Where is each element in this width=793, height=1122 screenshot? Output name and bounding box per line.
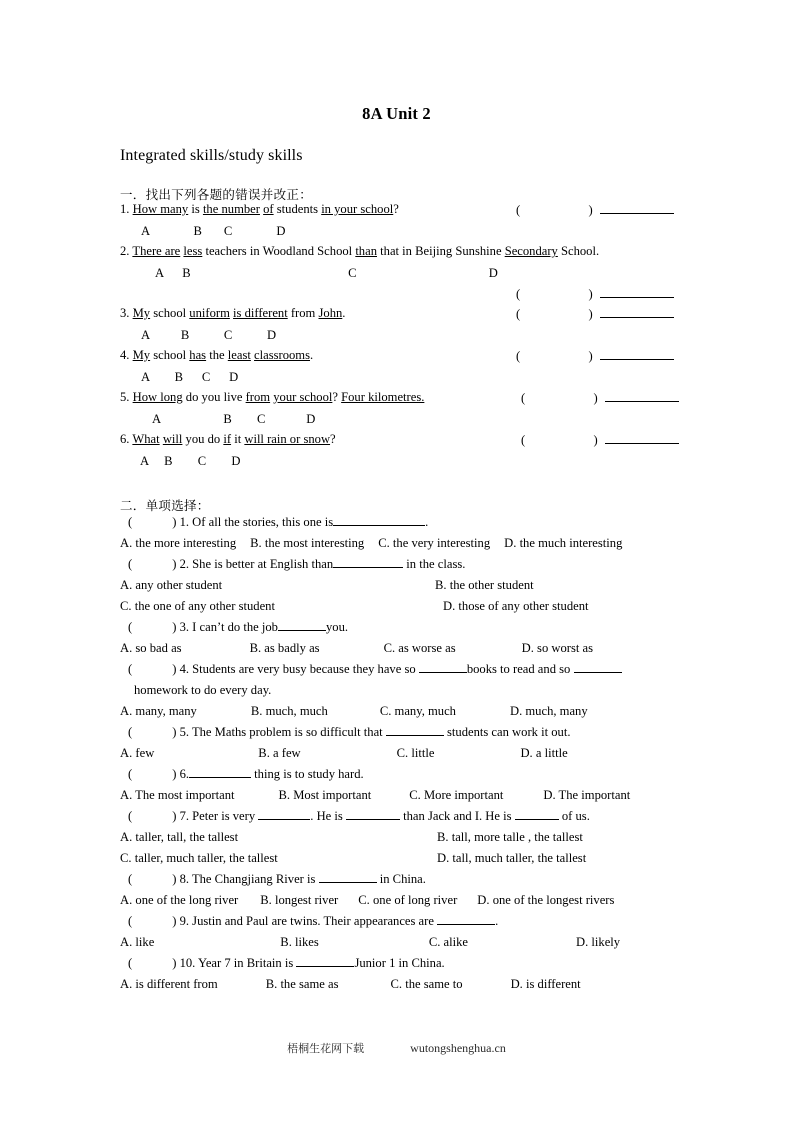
choice-question-2 bbox=[128, 558, 465, 572]
footer-site-url: wutongshenghua.cn bbox=[410, 1041, 506, 1055]
option-label: C. bbox=[379, 704, 392, 718]
answer-blank[interactable] bbox=[386, 735, 444, 736]
option-label: C. bbox=[120, 851, 132, 865]
paren-close: ) bbox=[588, 349, 593, 363]
seg: from bbox=[287, 306, 319, 320]
option-label: A. bbox=[120, 746, 133, 760]
seg: . bbox=[342, 306, 346, 320]
choice-question-7 bbox=[128, 810, 590, 824]
option-text[interactable]: the other student bbox=[449, 578, 534, 592]
option-label: B. bbox=[265, 977, 278, 991]
choice-options-5 bbox=[120, 747, 568, 761]
answer-slot-4 bbox=[516, 349, 674, 364]
option-label: B. bbox=[437, 830, 449, 844]
option-text[interactable]: is different bbox=[525, 977, 581, 991]
seg: uniform bbox=[189, 306, 230, 320]
seg: least bbox=[227, 348, 251, 362]
seg: John bbox=[318, 306, 343, 320]
option-text[interactable]: many, many bbox=[135, 704, 197, 718]
choice-options-4 bbox=[120, 705, 588, 719]
item-number: 6. bbox=[120, 432, 130, 446]
seg: students bbox=[273, 202, 322, 216]
seg: Secondary bbox=[504, 244, 558, 258]
option-text[interactable]: the much interesting bbox=[519, 536, 623, 550]
seg: There are bbox=[132, 244, 181, 258]
option-text[interactable]: likely bbox=[591, 935, 621, 949]
option-label: A. bbox=[120, 704, 133, 718]
question-stem: Students are very busy because they have so bbox=[192, 662, 416, 676]
option-text[interactable]: few bbox=[135, 746, 155, 760]
question-stem-tail: Junior 1 in China. bbox=[354, 956, 445, 970]
seg: How many bbox=[132, 202, 189, 216]
paren-close: ) bbox=[588, 307, 593, 321]
option-label: B. bbox=[250, 704, 263, 718]
option-text[interactable]: a little bbox=[535, 746, 568, 760]
error-item-6 bbox=[120, 433, 336, 447]
paren-close: ) bbox=[172, 809, 177, 823]
question-stem-tail: books to read and so bbox=[466, 662, 571, 676]
option-text[interactable]: the very interesting bbox=[392, 536, 491, 550]
option-label: B. bbox=[280, 935, 292, 949]
paren-close: ) bbox=[172, 956, 177, 970]
part-one-heading: 一．找出下列各题的错误并改正： bbox=[120, 187, 313, 202]
option-label: D. bbox=[520, 746, 533, 760]
question-stem: The Changjiang River is bbox=[191, 872, 316, 886]
option-text[interactable]: taller, much taller, the tallest bbox=[134, 851, 278, 865]
option-label: C. bbox=[396, 746, 409, 760]
choice-question-8 bbox=[128, 873, 426, 887]
answer-slot-5 bbox=[521, 391, 679, 406]
error-item-5-letters: A B C D bbox=[152, 412, 316, 426]
seg: classrooms bbox=[254, 348, 310, 362]
option-label: B. bbox=[278, 788, 291, 802]
option-text[interactable]: like bbox=[135, 935, 155, 949]
seg: My bbox=[132, 348, 151, 362]
choice-question-9 bbox=[128, 915, 498, 929]
error-item-4-letters: A B C D bbox=[141, 370, 239, 384]
option-text[interactable]: so bad as bbox=[135, 641, 182, 655]
option-label: D. bbox=[576, 935, 589, 949]
question-stem: Justin and Paul are twins. Their appearances are bbox=[192, 914, 434, 928]
option-text[interactable]: the one of any other student bbox=[134, 599, 275, 613]
answer-blank[interactable] bbox=[296, 966, 354, 967]
option-text[interactable]: many, much bbox=[394, 704, 456, 718]
seg: your school bbox=[273, 390, 333, 404]
option-label: A. bbox=[120, 830, 133, 844]
answer-blank[interactable] bbox=[574, 672, 622, 673]
answer-blank[interactable] bbox=[419, 672, 467, 673]
choice-options-6 bbox=[120, 789, 630, 803]
choice-option-7c bbox=[120, 852, 278, 866]
seg: in your school bbox=[321, 202, 394, 216]
paren-open: ( bbox=[516, 349, 521, 363]
option-text[interactable]: tall, much taller, the tallest bbox=[452, 851, 587, 865]
seg: School. bbox=[557, 244, 600, 258]
option-label: D. bbox=[521, 641, 534, 655]
choice-question-6 bbox=[128, 768, 364, 782]
answer-blank[interactable] bbox=[333, 525, 425, 526]
error-item-3-letters: A B C D bbox=[141, 328, 277, 342]
question-stem-tail: . He is bbox=[310, 809, 343, 823]
seg: Four kilometres. bbox=[341, 390, 425, 404]
option-label: C. bbox=[383, 641, 396, 655]
option-text[interactable]: the most interesting bbox=[264, 536, 365, 550]
seg: the number bbox=[202, 202, 260, 216]
question-stem: The Maths problem is so difficult that bbox=[191, 725, 383, 739]
choice-options-8 bbox=[120, 894, 614, 908]
page-title: 8A Unit 2 bbox=[362, 104, 431, 123]
option-text[interactable]: is different from bbox=[135, 977, 218, 991]
paren-close: ) bbox=[172, 515, 177, 529]
option-label: B. bbox=[435, 578, 447, 592]
question-number: 8. bbox=[179, 872, 190, 886]
option-label: D. bbox=[543, 788, 556, 802]
question-number: 6. bbox=[179, 767, 190, 781]
paren-close: ) bbox=[172, 872, 177, 886]
seg: less bbox=[183, 244, 203, 258]
choice-question-4 bbox=[128, 663, 622, 677]
paren-open: ( bbox=[516, 287, 521, 301]
seg: if bbox=[223, 432, 232, 446]
paren-close: ) bbox=[172, 914, 177, 928]
paren-open: ( bbox=[128, 809, 133, 823]
paren-open: ( bbox=[128, 557, 133, 571]
option-text[interactable]: The most important bbox=[135, 788, 235, 802]
paren-open: ( bbox=[128, 620, 133, 634]
option-label: A. bbox=[120, 578, 133, 592]
choice-option-7b bbox=[437, 831, 583, 845]
question-number: 9. bbox=[179, 914, 190, 928]
answer-blank[interactable] bbox=[346, 819, 400, 820]
item-number: 4. bbox=[120, 348, 130, 362]
seg: from bbox=[245, 390, 271, 404]
option-label: A. bbox=[120, 641, 133, 655]
paren-close: ) bbox=[172, 620, 177, 634]
question-stem-tail: students can work it out. bbox=[447, 725, 571, 739]
question-stem-tail: . bbox=[495, 914, 499, 928]
seg: do you live bbox=[182, 390, 246, 404]
question-stem: Of all the stories, this one is bbox=[192, 515, 334, 529]
paren-close: ) bbox=[593, 433, 598, 447]
page-footer bbox=[0, 1040, 793, 1056]
paren-close: ) bbox=[593, 391, 598, 405]
option-text[interactable]: little bbox=[411, 746, 435, 760]
option-text[interactable]: the same to bbox=[405, 977, 463, 991]
correction-blank[interactable] bbox=[600, 350, 674, 360]
seg: . bbox=[310, 348, 314, 362]
question-stem: I can’t do the job bbox=[192, 620, 278, 634]
answer-slot-1 bbox=[516, 203, 674, 218]
seg: the bbox=[206, 348, 228, 362]
option-text[interactable]: The important bbox=[558, 788, 631, 802]
question-stem: Peter is very bbox=[192, 809, 256, 823]
option-label: A. bbox=[120, 977, 133, 991]
paren-open: ( bbox=[128, 872, 133, 886]
question-stem-tail: in China. bbox=[379, 872, 426, 886]
choice-option-2c bbox=[120, 600, 275, 614]
correction-blank[interactable] bbox=[600, 204, 674, 214]
option-label: A. bbox=[120, 935, 133, 949]
answer-blank[interactable] bbox=[189, 777, 251, 778]
paren-open: ( bbox=[516, 307, 521, 321]
seg: you do bbox=[182, 432, 224, 446]
option-text[interactable]: tall, more talle , the tallest bbox=[451, 830, 583, 844]
choice-option-7d bbox=[437, 852, 586, 866]
answer-blank[interactable] bbox=[333, 567, 403, 568]
paren-open: ( bbox=[128, 515, 133, 529]
paren-open: ( bbox=[128, 767, 133, 781]
section-heading: Integrated skills/study skills bbox=[120, 147, 303, 164]
seg: is different bbox=[233, 306, 288, 320]
option-label: C. bbox=[428, 935, 441, 949]
answer-blank[interactable] bbox=[515, 819, 559, 820]
option-text[interactable]: much, many bbox=[525, 704, 588, 718]
question-stem-tail: you. bbox=[325, 620, 349, 634]
paren-open: ( bbox=[128, 914, 133, 928]
part-two-heading: 二．单项选择： bbox=[120, 498, 210, 513]
paren-open: ( bbox=[128, 956, 133, 970]
option-label: D. bbox=[510, 977, 523, 991]
choice-option-7a bbox=[120, 831, 238, 845]
error-item-4 bbox=[120, 349, 313, 363]
option-text[interactable]: taller, tall, the tallest bbox=[135, 830, 239, 844]
seg: How long bbox=[132, 390, 183, 404]
seg: will bbox=[162, 432, 183, 446]
question-stem: Year 7 in Britain is bbox=[198, 956, 294, 970]
paren-close: ) bbox=[172, 662, 177, 676]
correction-blank[interactable] bbox=[605, 392, 679, 402]
option-text[interactable]: a few bbox=[273, 746, 301, 760]
option-text[interactable]: the more interesting bbox=[135, 536, 237, 550]
option-text[interactable]: so worst as bbox=[537, 641, 594, 655]
seg: of bbox=[263, 202, 274, 216]
choice-options-10 bbox=[120, 978, 581, 992]
seg: ? bbox=[332, 390, 342, 404]
option-text[interactable]: as worse as bbox=[398, 641, 456, 655]
error-item-6-letters: A B C D bbox=[140, 454, 241, 468]
answer-slot-6 bbox=[521, 433, 679, 448]
choice-question-4-line2: homework to do every day. bbox=[134, 683, 272, 697]
option-label: C. bbox=[120, 599, 132, 613]
choice-options-3 bbox=[120, 642, 593, 656]
error-item-1 bbox=[120, 203, 399, 217]
option-text[interactable]: the same as bbox=[280, 977, 339, 991]
correction-blank[interactable] bbox=[605, 434, 679, 444]
correction-blank[interactable] bbox=[600, 288, 674, 298]
option-label: C. bbox=[358, 893, 370, 907]
option-text[interactable]: alike bbox=[443, 935, 469, 949]
seg: school bbox=[150, 306, 190, 320]
seg: My bbox=[132, 306, 151, 320]
option-text[interactable]: any other student bbox=[135, 578, 223, 592]
question-number: 10. bbox=[179, 956, 196, 970]
question-number: 3. bbox=[179, 620, 190, 634]
choice-options-1 bbox=[120, 537, 622, 551]
option-label: C. bbox=[378, 536, 390, 550]
option-label: D. bbox=[509, 704, 523, 718]
question-stem-tail: thing is to study hard. bbox=[254, 767, 364, 781]
error-item-3 bbox=[120, 307, 345, 321]
paren-open: ( bbox=[521, 433, 526, 447]
option-label: B. bbox=[250, 536, 262, 550]
choice-question-3 bbox=[128, 621, 348, 635]
paren-open: ( bbox=[516, 203, 521, 217]
question-stem: She is better at English than bbox=[192, 557, 334, 571]
option-text[interactable]: one of the long river bbox=[135, 893, 239, 907]
footer-source-label: 梧桐生花网下载 bbox=[287, 1042, 365, 1055]
item-number: 5. bbox=[120, 390, 130, 404]
paren-open: ( bbox=[128, 725, 133, 739]
answer-slot-3 bbox=[516, 307, 674, 322]
paren-close: ) bbox=[588, 203, 593, 217]
question-number: 1. bbox=[179, 515, 190, 529]
choice-question-1 bbox=[128, 516, 428, 530]
seg: is bbox=[188, 202, 203, 216]
answer-slot-2 bbox=[516, 287, 674, 302]
answer-blank[interactable] bbox=[258, 819, 310, 820]
item-number: 2. bbox=[120, 244, 130, 258]
answer-blank[interactable] bbox=[319, 882, 377, 883]
paren-open: ( bbox=[521, 391, 526, 405]
question-tail: of us. bbox=[561, 809, 590, 823]
question-stem-tail: . bbox=[425, 515, 429, 529]
option-label: D. bbox=[504, 536, 517, 550]
seg: that in Beijing Sunshine bbox=[377, 244, 505, 258]
seg: has bbox=[189, 348, 207, 362]
option-label: B. bbox=[249, 641, 262, 655]
seg: school bbox=[150, 348, 190, 362]
error-item-5 bbox=[120, 391, 424, 405]
choice-option-2a bbox=[120, 579, 222, 593]
paren-close: ) bbox=[588, 287, 593, 301]
question-number: 7. bbox=[179, 809, 190, 823]
option-label: D. bbox=[443, 599, 456, 613]
question-stem-tail: in the class. bbox=[406, 557, 466, 571]
option-label: A. bbox=[120, 893, 133, 907]
option-text[interactable]: one of the longest rivers bbox=[492, 893, 615, 907]
paren-close: ) bbox=[172, 767, 177, 781]
option-text[interactable]: one of long river bbox=[372, 893, 458, 907]
seg: will rain or snow bbox=[244, 432, 331, 446]
option-text[interactable]: Most important bbox=[293, 788, 372, 802]
question-number: 4. bbox=[179, 662, 190, 676]
option-label: C. bbox=[390, 977, 403, 991]
choice-question-5 bbox=[128, 726, 570, 740]
correction-blank[interactable] bbox=[600, 308, 674, 318]
question-number: 2. bbox=[179, 557, 190, 571]
option-label: A. bbox=[120, 788, 133, 802]
option-label: C. bbox=[409, 788, 421, 802]
seg: What bbox=[132, 432, 160, 446]
choice-question-10 bbox=[128, 957, 445, 971]
option-label: A. bbox=[120, 536, 133, 550]
question-number: 5. bbox=[179, 725, 190, 739]
answer-blank[interactable] bbox=[437, 924, 495, 925]
option-label: D. bbox=[477, 893, 490, 907]
option-label: B. bbox=[258, 746, 270, 760]
paren-open: ( bbox=[128, 662, 133, 676]
option-text[interactable]: longest river bbox=[274, 893, 339, 907]
item-number: 3. bbox=[120, 306, 130, 320]
paren-close: ) bbox=[172, 725, 177, 739]
seg: than bbox=[355, 244, 377, 258]
question-middle: than Jack and I. He is bbox=[403, 809, 512, 823]
option-text[interactable]: those of any other student bbox=[458, 599, 589, 613]
option-text[interactable]: More important bbox=[423, 788, 504, 802]
seg: teachers in Woodland School bbox=[202, 244, 356, 258]
choice-options-9 bbox=[120, 936, 620, 950]
paren-close: ) bbox=[172, 557, 177, 571]
seg: it bbox=[231, 432, 245, 446]
option-text[interactable]: likes bbox=[295, 935, 319, 949]
option-label: D. bbox=[437, 851, 450, 865]
seg: ? bbox=[330, 432, 336, 446]
error-item-2-letters: A B C D bbox=[155, 266, 498, 280]
error-item-2 bbox=[120, 245, 599, 259]
choice-option-2d bbox=[443, 600, 589, 614]
seg: ? bbox=[393, 202, 399, 216]
option-text[interactable]: much, much bbox=[265, 704, 328, 718]
answer-blank[interactable] bbox=[278, 630, 326, 631]
option-label: B. bbox=[260, 893, 272, 907]
item-number: 1. bbox=[120, 202, 130, 216]
error-item-1-letters: A B C D bbox=[141, 224, 286, 238]
option-text[interactable]: as badly as bbox=[264, 641, 320, 655]
choice-option-2b bbox=[435, 579, 534, 593]
